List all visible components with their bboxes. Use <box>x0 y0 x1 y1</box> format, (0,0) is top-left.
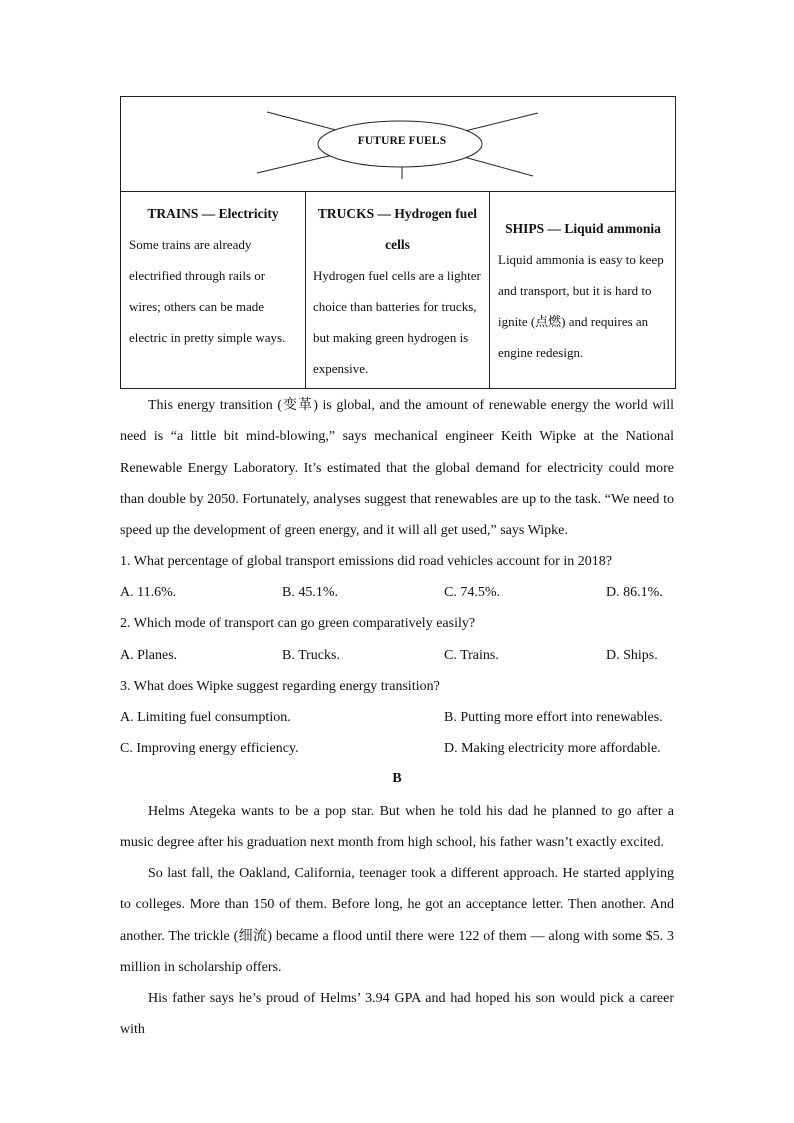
trucks-heading-line2: cells <box>385 237 410 252</box>
diagram-center-label: FUTURE FUELS <box>357 135 447 147</box>
question-3-option-a[interactable]: A. Limiting fuel consumption. <box>120 710 291 725</box>
question-3-option-b[interactable]: B. Putting more effort into renewables. <box>444 710 663 725</box>
question-1-stem: 1. What percentage of global transport emissions did road vehicles account for in 2018? <box>120 554 612 569</box>
passage-a-paragraph: This energy transition (变革) is global, and the amount of renewable energy the world will need is “a little bit mind-blowing,” says mechanical engineer Keith Wipke at the National Renewable Energy Laboratory. It’s estimated that the global demand for electricity could more than double by 2050. Fortunately, analyses suggest that renewables are up to the task. “We need to speed up the development of green energy, and it will all get used,” says Wipke. <box>120 398 674 539</box>
question-2-option-d[interactable]: D. Ships. <box>606 648 658 663</box>
question-3-option-c[interactable]: C. Improving energy efficiency. <box>120 741 299 756</box>
question-3-stem: 3. What does Wipke suggest regarding energy transition? <box>120 679 440 694</box>
question-1-option-a[interactable]: A. 11.6%. <box>120 585 177 600</box>
section-b-paragraph-3: His father says he’s proud of Helms’ 3.94 GPA and had hoped his son would pick a career with <box>120 991 674 1038</box>
trucks-heading-line1: TRUCKS — Hydrogen fuel <box>317 206 478 221</box>
future-fuels-diagram <box>121 97 675 192</box>
question-1-option-c[interactable]: C. 74.5%. <box>444 585 500 600</box>
question-2-option-b[interactable]: B. Trucks. <box>282 648 340 663</box>
trains-heading: TRAINS — Electricity <box>147 206 279 221</box>
question-1-option-b[interactable]: B. 45.1%. <box>282 585 338 600</box>
trains-body: Some trains are already electrified through rails or wires; others can be made electric in pretty simple ways. <box>129 237 286 345</box>
question-1-option-d[interactable]: D. 86.1%. <box>606 585 663 600</box>
section-b-paragraph-2: So last fall, the Oakland, California, teenager took a different approach. He started applying to colleges. More than 150 of them. Before long, he got an acceptance letter. Then another. And another. The trickle (细流) became a flood until there were 122 of them — along with some $5. 3 million in scholarship offers. <box>120 866 674 975</box>
future-fuels-table <box>120 96 676 389</box>
section-b-paragraph-1: Helms Ategeka wants to be a pop star. But when he told his dad he planned to go after a music degree after his graduation next month from high school, his father wasn’t exactly excited. <box>120 804 674 851</box>
table-cell-ships <box>490 192 675 388</box>
ships-heading: SHIPS — Liquid ammonia <box>505 221 661 236</box>
question-2-stem: 2. Which mode of transport can go green comparatively easily? <box>120 616 476 631</box>
question-2-option-c[interactable]: C. Trains. <box>444 648 499 663</box>
question-3-option-d[interactable]: D. Making electricity more affordable. <box>444 741 661 756</box>
table-cell-trucks <box>306 192 490 388</box>
ships-body: Liquid ammonia is easy to keep and transport, but it is hard to ignite (点燃) and requires an engine redesign. <box>498 252 664 360</box>
trucks-body: Hydrogen fuel cells are a lighter choice than batteries for trucks, but making green hydrogen is expensive. <box>313 268 481 376</box>
question-2-option-a[interactable]: A. Planes. <box>120 648 178 663</box>
table-cell-trains <box>121 192 306 388</box>
section-b-label: B <box>392 771 402 786</box>
